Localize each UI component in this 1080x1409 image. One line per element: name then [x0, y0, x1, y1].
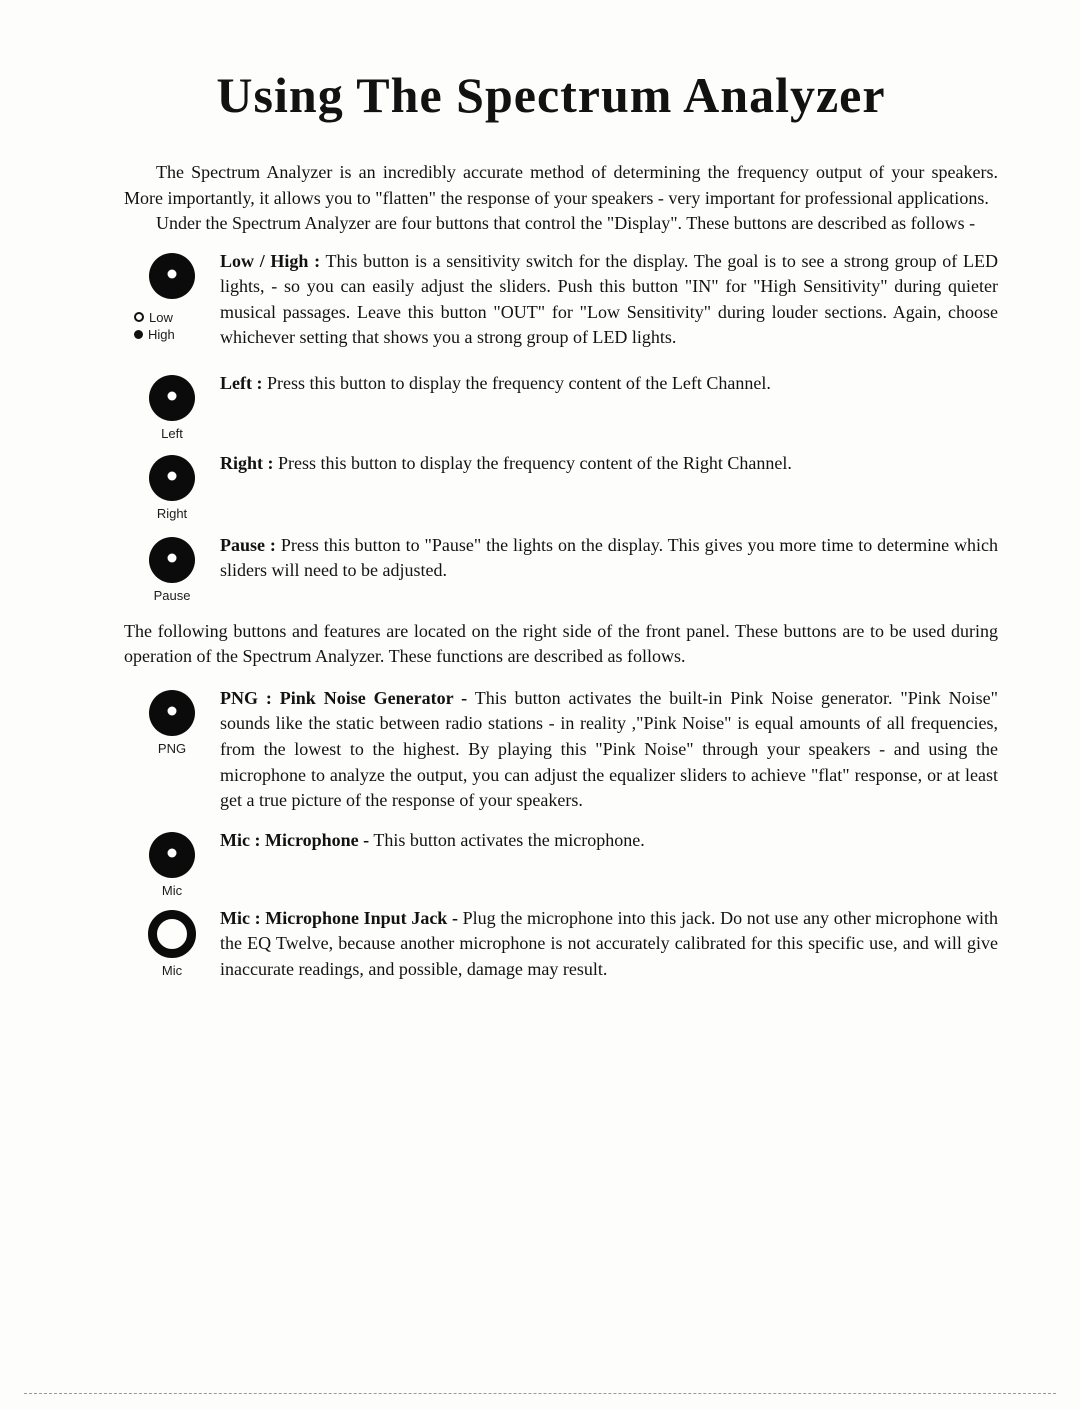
- mic-description: [220, 826, 998, 854]
- png-button-icon: [149, 690, 195, 736]
- pause-description: [220, 531, 998, 584]
- png-text: This button activates the built-in Pink Noise generator. "Pink Noise" sounds like the static between radio stations - in reality ,"Pink Noise" is equal amounts of all frequencies, from the lowest to the highest. By playing this "Pink Noise" through your speakers - and using the microphone to analyze the output, you can adjust the equalizer sliders to achieve "flat" response, or at least get a true picture of the response of your speakers.: [220, 687, 998, 811]
- right-lead: Right :: [220, 452, 274, 473]
- button-center-dot: [168, 707, 177, 716]
- mic-jack-icon-column: [124, 904, 220, 978]
- mic-button-icon: [149, 832, 195, 878]
- legend-row-low: [134, 309, 175, 327]
- instruction-row-mic-button: [124, 826, 998, 898]
- low-high-icon-column: [124, 247, 220, 344]
- png-button-caption: PNG: [157, 740, 187, 756]
- low-high-description: [220, 247, 998, 351]
- png-icon-column: [124, 684, 220, 756]
- right-button-caption: Right: [156, 505, 188, 521]
- pause-button-caption: Pause: [153, 587, 191, 603]
- intro-paragraph-2: Under the Spectrum Analyzer are four buttons that control the "Display". These buttons are described as follows -: [156, 213, 976, 234]
- low-high-lead: Low / High :: [220, 250, 321, 271]
- legend-label-low: Low: [149, 309, 173, 325]
- low-high-text: This button is a sensitivity switch for the display. The goal is to see a strong group of LED lights, - so you can easily adjust the sliders. Push this button "IN" for "High Sensitivity" during quieter musical passages. Leave this button "OUT" for "Low Sensitivity" during louder sections. Again, choose whichever setting that shows you a strong group of LED lights.: [220, 250, 998, 348]
- left-button-caption: Left: [161, 425, 183, 441]
- pause-lead: Pause :: [220, 534, 276, 555]
- instruction-row-right: [124, 449, 998, 521]
- png-description: [220, 684, 998, 814]
- instruction-row-low-high: [124, 247, 998, 351]
- left-button-icon: [149, 375, 195, 421]
- pause-text: Press this button to "Pause" the lights on the display. This gives you more time to determine which sliders will need to be adjusted.: [220, 534, 999, 581]
- right-text: Press this button to display the frequency content of the Right Channel.: [278, 452, 792, 473]
- left-lead: Left :: [220, 372, 263, 393]
- left-icon-column: [124, 369, 220, 441]
- low-high-legend: [124, 309, 175, 344]
- legend-label-high: High: [148, 327, 175, 343]
- mic-jack-icon: [148, 910, 196, 958]
- button-center-dot: [168, 553, 177, 562]
- left-text: Press this button to display the frequency content of the Left Channel.: [266, 372, 771, 393]
- right-icon-column: [124, 449, 220, 521]
- button-center-dot: [168, 848, 177, 857]
- mic-lead: Mic : Microphone -: [220, 829, 370, 850]
- page-bottom-divider: [24, 1393, 1056, 1394]
- instruction-row-png: [124, 684, 998, 814]
- page-title: Using The Spectrum Analyzer: [216, 67, 886, 123]
- instruction-row-left: [124, 369, 998, 441]
- mic-text: This button activates the microphone.: [373, 829, 645, 850]
- pause-icon-column: [124, 531, 220, 603]
- intro-paragraph-1: The Spectrum Analyzer is an incredibly accurate method of determining the frequency output of your speakers. More importantly, it allows you to "flatten" the response of your speakers - very important for professional applications.: [124, 162, 998, 208]
- png-lead: PNG : Pink Noise Generator -: [220, 687, 468, 708]
- mic-button-caption: Mic: [161, 882, 183, 898]
- mic-jack-caption: Mic: [161, 962, 183, 978]
- right-button-icon: [149, 455, 195, 501]
- mic-jack-text: Plug the microphone into this jack. Do not use any other microphone with the EQ Twelve, because another microphone is not accurately calibrated for this specific use, and will give inaccurate readings, and possible, damage may result.: [220, 907, 999, 979]
- filled-circle-icon: [134, 330, 143, 339]
- mic-jack-lead: Mic : Microphone Input Jack -: [220, 907, 458, 928]
- pause-button-icon: [149, 537, 195, 583]
- low-high-button-icon: [149, 253, 195, 299]
- hollow-circle-icon: [134, 312, 144, 322]
- mid-paragraph: The following buttons and features are located on the right side of the front panel. These buttons are to be used during operation of the Spectrum Analyzer. These functions are described as follows.: [124, 620, 998, 667]
- mic-jack-description: [220, 904, 998, 983]
- left-description: [220, 369, 998, 397]
- button-center-dot: [168, 391, 177, 400]
- mic-icon-column: [124, 826, 220, 898]
- legend-row-high: [134, 326, 175, 344]
- button-center-dot: [168, 471, 177, 480]
- button-center-dot: [168, 269, 177, 278]
- right-description: [220, 449, 998, 477]
- instruction-row-pause: [124, 531, 998, 603]
- instruction-row-mic-jack: [124, 904, 998, 983]
